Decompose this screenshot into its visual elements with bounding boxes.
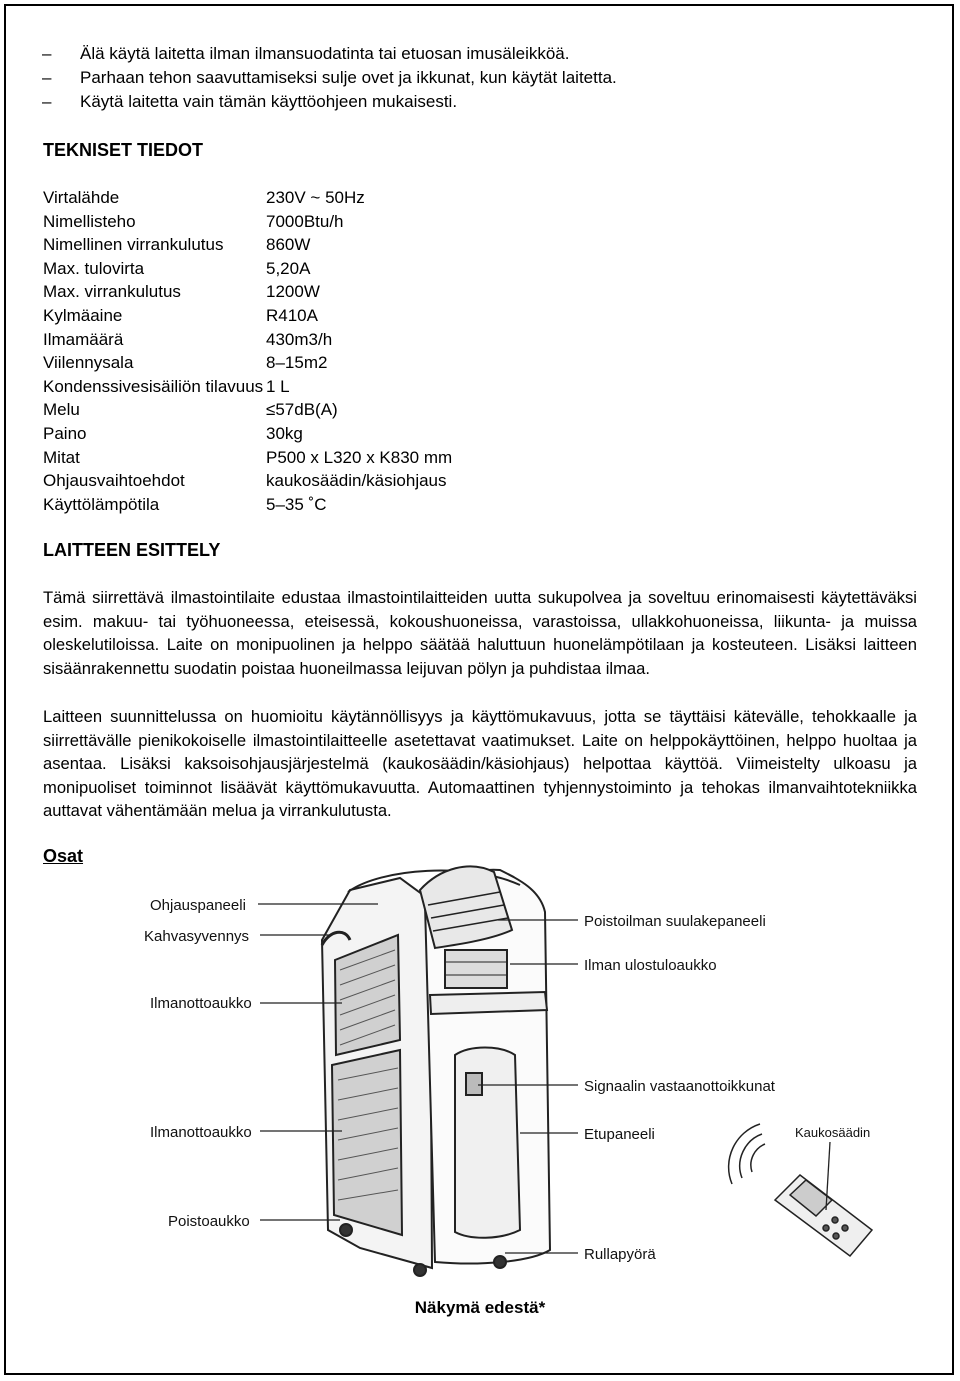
spec-row: Melu ≤57dB(A) xyxy=(43,400,338,420)
remote-control-illustration xyxy=(729,1124,872,1256)
bullet-text: Parhaan tehon saavuttamiseksi sulje ovet ja ikkunat, kun käytät laitetta. xyxy=(80,68,617,87)
bullet-text: Älä käytä laitetta ilman ilmansuodatinta tai etuosan imusäleikköä. xyxy=(80,44,570,63)
intro-paragraph-2: Laitteen suunnittelussa on huomioitu käytännöllisyys ja käyttömukavuus, jotta se täyttäisi kätevälle, tehokkaalle ja siirrettävälle pienikokoiselle ilmastointilaitteelle asetettavat vaatimukset. Laite on helppokäyttöinen, helppo huoltaa ja asentaa. Lisäksi kaksoisohjausjärjestelmä (kaukosäädin/käsiohjaus) helpottaa käyttöä. Viimeistelty ulkoasu ja monipuoliset toiminnot lisäävät käyttömukavuutta. Automaattinen tyhjennystoiminto ja tehokas ilmanvaihtotekniikka auttavat vähentämään melua ja virrankulutusta. xyxy=(43,707,917,821)
label-rullapyora: Rullapyörä xyxy=(584,1246,656,1263)
label-ilmanottoaukko-lower: Ilmanottoaukko xyxy=(150,1124,252,1141)
spec-row: Max. tulovirta 5,20A xyxy=(43,258,311,278)
tech-specs-heading: TEKNISET TIEDOT xyxy=(43,140,204,160)
spec-row: Ohjausvaihtoehdot kaukosäädin/käsiohjaus xyxy=(43,471,447,491)
spec-row: Kondenssivesisäiliön tilavuus 1 L xyxy=(43,376,290,396)
label-ohjauspaneeli: Ohjauspaneeli xyxy=(150,897,246,914)
bullet-item: – Älä käytä laitetta ilman ilmansuodatinta tai etuosan imusäleikköä. xyxy=(42,42,922,66)
label-kahvasyvennys: Kahvasyvennys xyxy=(144,928,250,945)
label-kaukosaadin: Kaukosäädin xyxy=(795,1125,871,1140)
spec-row: Max. virrankulutus 1200W xyxy=(43,282,320,302)
air-conditioner-diagram xyxy=(0,860,960,1300)
label-poistoilman-suulakepaneeli: Poistoilman suulakepaneeli xyxy=(584,913,766,930)
spec-table xyxy=(43,186,452,516)
intro-paragraph-1: Tämä siirrettävä ilmastointilaite edustaa ilmastointilaitteiden uutta sukupolvea ja soveltuu erinomaisesti käytettäväksi esim. makuu- tai työhuoneessa, eteisessä, kokoushuoneissa, varastoissa, ullakkohuoneissa, liikunta- ja muissa oleskelutiloissa. Laite on monipuolinen ja helppo säätää haluttuun huonelämpötilaan ja kosteuteen. Lisäksi laitteen sisäänrakennettu suodatin poistaa huoneilmassa leijuvan pölyn ja puhdistaa ilmaa. xyxy=(43,588,917,678)
spec-row: Käyttölämpötila 5–35 ˚C xyxy=(43,494,327,514)
bullet-item: – Käytä laitetta vain tämän käyttöohjeen mukaisesti. xyxy=(42,90,922,114)
label-poistoaukko: Poistoaukko xyxy=(168,1213,250,1230)
label-ilman-ulostuloaukko: Ilman ulostuloaukko xyxy=(584,957,717,974)
intro-heading: LAITTEEN ESITTELY xyxy=(43,540,221,560)
spec-row: Kylmäaine R410A xyxy=(43,305,318,325)
spec-row: Paino 30kg xyxy=(43,423,303,443)
spec-row: Nimellisteho 7000Btu/h xyxy=(43,211,344,231)
parts-heading: Osat xyxy=(43,846,84,866)
label-signaalin-vastaanottoikkunat: Signaalin vastaanottoikkunat xyxy=(584,1078,775,1095)
bullet-text: Käytä laitetta vain tämän käyttöohjeen mukaisesti. xyxy=(80,92,458,111)
label-ilmanottoaukko-upper: Ilmanottoaukko xyxy=(150,995,252,1012)
bullet-list xyxy=(42,42,922,114)
spec-row: Viilennysala 8–15m2 xyxy=(43,353,328,373)
spec-row: Nimellinen virrankulutus 860W xyxy=(43,235,311,255)
bullet-item: – Parhaan tehon saavuttamiseksi sulje ovet ja ikkunat, kun käytät laitetta. xyxy=(42,66,922,90)
spec-row: Ilmamäärä 430m3/h xyxy=(43,329,333,349)
label-etupaneeli: Etupaneeli xyxy=(584,1126,655,1143)
spec-row: Virtalähde 230V ~ 50Hz xyxy=(43,188,365,207)
diagram-caption: Näkymä edestä* xyxy=(414,1298,546,1317)
air-conditioner-illustration xyxy=(322,866,550,1276)
spec-row: Mitat P500 x L320 x K830 mm xyxy=(43,447,453,467)
